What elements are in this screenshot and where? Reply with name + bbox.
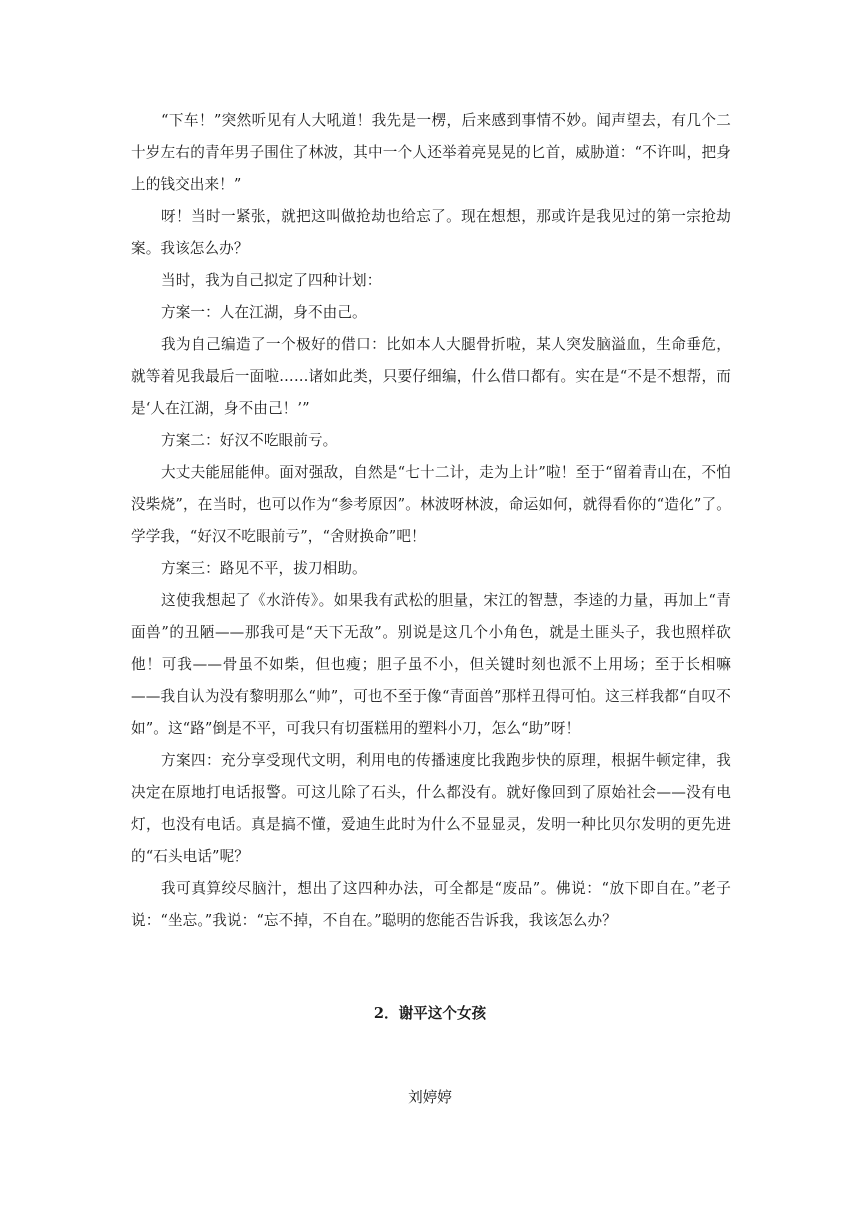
paragraph-5: 我为自己编造了一个极好的借口：比如本人大腿骨折啦，某人突发脑溢血，生命垂危，就等着见我最后一面啦……诸如此类，只要仔细编，什么借口都有。实在是“不是不想帮，而是‘人在江湖，身不由己！’”: [131, 336, 731, 417]
paragraph-7: 大丈夫能屈能伸。面对强敌，自然是“七十二计，走为上计”啦！至于“留着青山在，不怕没柴烧”，在当时，也可以作为“参考原因”。林波呀林波，命运如何，就得看你的“造化”了。学学我，“好汉不吃眼前亏”，“舍财换命”吧！: [131, 464, 731, 545]
paragraph-1: “下车！”突然听见有人大吼道！我先是一楞，后来感到事情不妙。闻声望去，有几个二十岁左右的青年男子围住了林波，其中一个人还举着亮晃晃的匕首，威胁道：“不许叫，把身上的钱交出来！”: [131, 112, 731, 193]
paragraph-9: 这使我想起了《水浒传》。如果我有武松的胆量，宋江的智慧，李逵的力量，再加上“青面兽”的丑陋——那我可是“天下无敌”。别说是这几个小角色，就是土匪头子，我也照样砍他！可我——骨虽不如柴，但也瘦；胆子虽不小，但关键时刻也派不上用场；至于长相嘛——我自认为没有黎明那么“帅”，可也不至于像“青面兽”那样丑得可怕。这三样我都“自叹不如”。这“路”倒是不平，可我只有切蛋糕用的塑料小刀，怎么“助”呀！: [131, 592, 731, 737]
author-name: 刘婷婷: [408, 1089, 452, 1106]
paragraph-4: 方案一：人在江湖，身不由己。: [161, 304, 367, 321]
section-heading: 2．谢平这个女孩: [373, 1005, 487, 1022]
paragraph-2: 呀！当时一紧张，就把这叫做抢劫也给忘了。现在想想，那或许是我见过的第一宗抢劫案。我该怎么办？: [131, 208, 731, 257]
paragraph-8: 方案三：路见不平，拔刀相助。: [161, 560, 367, 577]
article-body: [131, 105, 731, 937]
paragraph-3: 当时，我为自己拟定了四种计划：: [161, 272, 382, 289]
paragraph-11: 我可真算绞尽脑汁，想出了这四种办法，可全都是“废品”。佛说：“放下即自在。”老子说：“坐忘。”我说：“忘不掉，不自在。”聪明的您能否告诉我，我该怎么办？: [131, 880, 731, 929]
paragraph-10: 方案四：充分享受现代文明，利用电的传播速度比我跑步快的原理，根据牛顿定律，我决定在原地打电话报警。可这儿除了石头，什么都没有。就好像回到了原始社会——没有电灯，也没有电话。真是搞不懂，爱迪生此时为什么不显显灵，发明一种比贝尔发明的更先进的“石头电话”呢？: [131, 752, 731, 865]
paragraph-6: 方案二：好汉不吃眼前亏。: [161, 432, 338, 449]
